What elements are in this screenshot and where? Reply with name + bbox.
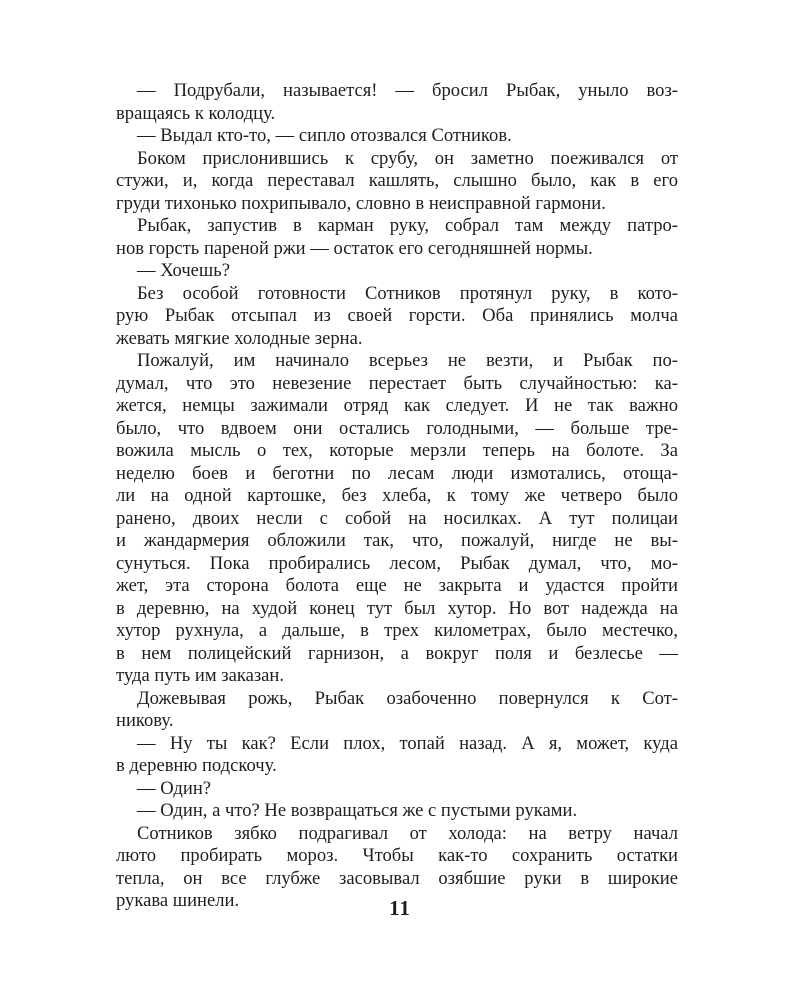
paragraph [116, 778, 678, 801]
paragraph [116, 260, 678, 283]
text-line: нов горсть пареной ржи — остаток его сегодняшней нормы. [116, 237, 593, 259]
text-line: ранено, двоих несли с собой на носилках. А тут полицаи [116, 507, 678, 529]
paragraph [116, 800, 678, 823]
text-line: рую Рыбак отсыпал из своей горсти. Оба принялись молча [116, 305, 678, 326]
paragraph [116, 80, 678, 125]
text-line: было, что вдвоем они остались голодными, — больше тре- [116, 417, 678, 439]
text-line: Дожевывая рожь, Рыбак озабоченно повернулся к Сот- [137, 687, 678, 709]
text-line: Боком прислонившись к срубу, он заметно поеживался от [137, 147, 678, 169]
text-line: — Подрубали, называется! — бросил Рыбак, уныло воз- [137, 80, 678, 101]
text-line: тепла, он все глубже засовывал озябшие руки в широкие [116, 867, 678, 889]
text-line: в нем полицейский гарнизон, а вокруг поля и безлесье — [116, 642, 678, 664]
text-line: никову. [116, 710, 174, 731]
text-line: стужи, и, когда переставал кашлять, слышно было, как в его [116, 170, 678, 191]
paragraph [116, 733, 678, 778]
text-line: Без особой готовности Сотников протянул руку, в кото- [137, 282, 678, 304]
text-line: хутор рухнула, а дальше, в трех километрах, было местечко, [116, 620, 678, 641]
text-line: неделю боев и беготни по лесам люди измотались, отоща- [116, 462, 678, 484]
text-line: — Один, а что? Не возвращаться же с пустыми руками. [137, 800, 578, 821]
text-line: туда путь им заказан. [116, 665, 285, 686]
text-line: ли на одной картошке, без хлеба, к тому же четверо было [116, 485, 678, 506]
text-line: — Один? [137, 777, 212, 799]
paragraph [116, 148, 678, 216]
text-line: Рыбак, запустив в карман руку, собрал там между патро- [137, 215, 678, 236]
text-line: — Хочешь? [137, 260, 230, 281]
text-line: — Выдал кто-то, — сипло отозвался Сотников. [137, 125, 512, 146]
text-line: Пожалуй, им начинало всерьез не везти, и Рыбак по- [137, 350, 678, 371]
text-line: жет, эта сторона болота еще не закрыта и удастся пройти [116, 575, 678, 596]
text-line: в деревню, на худой конец тут был хутор. Но вот надежда на [116, 597, 678, 619]
text-line: вожила мысль о тех, которые мерзли теперь на болоте. За [116, 440, 678, 461]
paragraph [116, 125, 678, 148]
paragraph [116, 688, 678, 733]
paragraph [116, 350, 678, 688]
text-line: — Ну ты как? Если плох, топай назад. А я, может, куда [137, 732, 678, 754]
text-line: сунуться. Пока пробирались лесом, Рыбак думал, что, мо- [116, 552, 678, 574]
text-line: в деревню подскочу. [116, 755, 277, 776]
text-line: Сотников зябко подрагивал от холода: на ветру начал [137, 822, 678, 844]
text-line: думал, что это невезение перестает быть случайностью: ка- [116, 372, 678, 394]
paragraph [116, 215, 678, 260]
text-line: груди тихонько похрипывало, словно в неисправной гармони. [116, 192, 606, 214]
text-line: рукава шинели. [116, 890, 240, 911]
text-line: и жандармерия обложили так, что, пожалуй, нигде не вы- [116, 530, 678, 551]
text-line: жется, немцы зажимали отряд как следует. И не так важно [116, 395, 678, 416]
paragraph [116, 283, 678, 351]
text-line: люто пробирать мороз. Чтобы как-то сохранить остатки [116, 845, 678, 866]
text-line: вращаясь к колодцу. [116, 102, 276, 124]
text-line: жевать мягкие холодные зерна. [116, 327, 363, 349]
body-text [116, 80, 678, 913]
page-number: 11 [389, 896, 411, 920]
